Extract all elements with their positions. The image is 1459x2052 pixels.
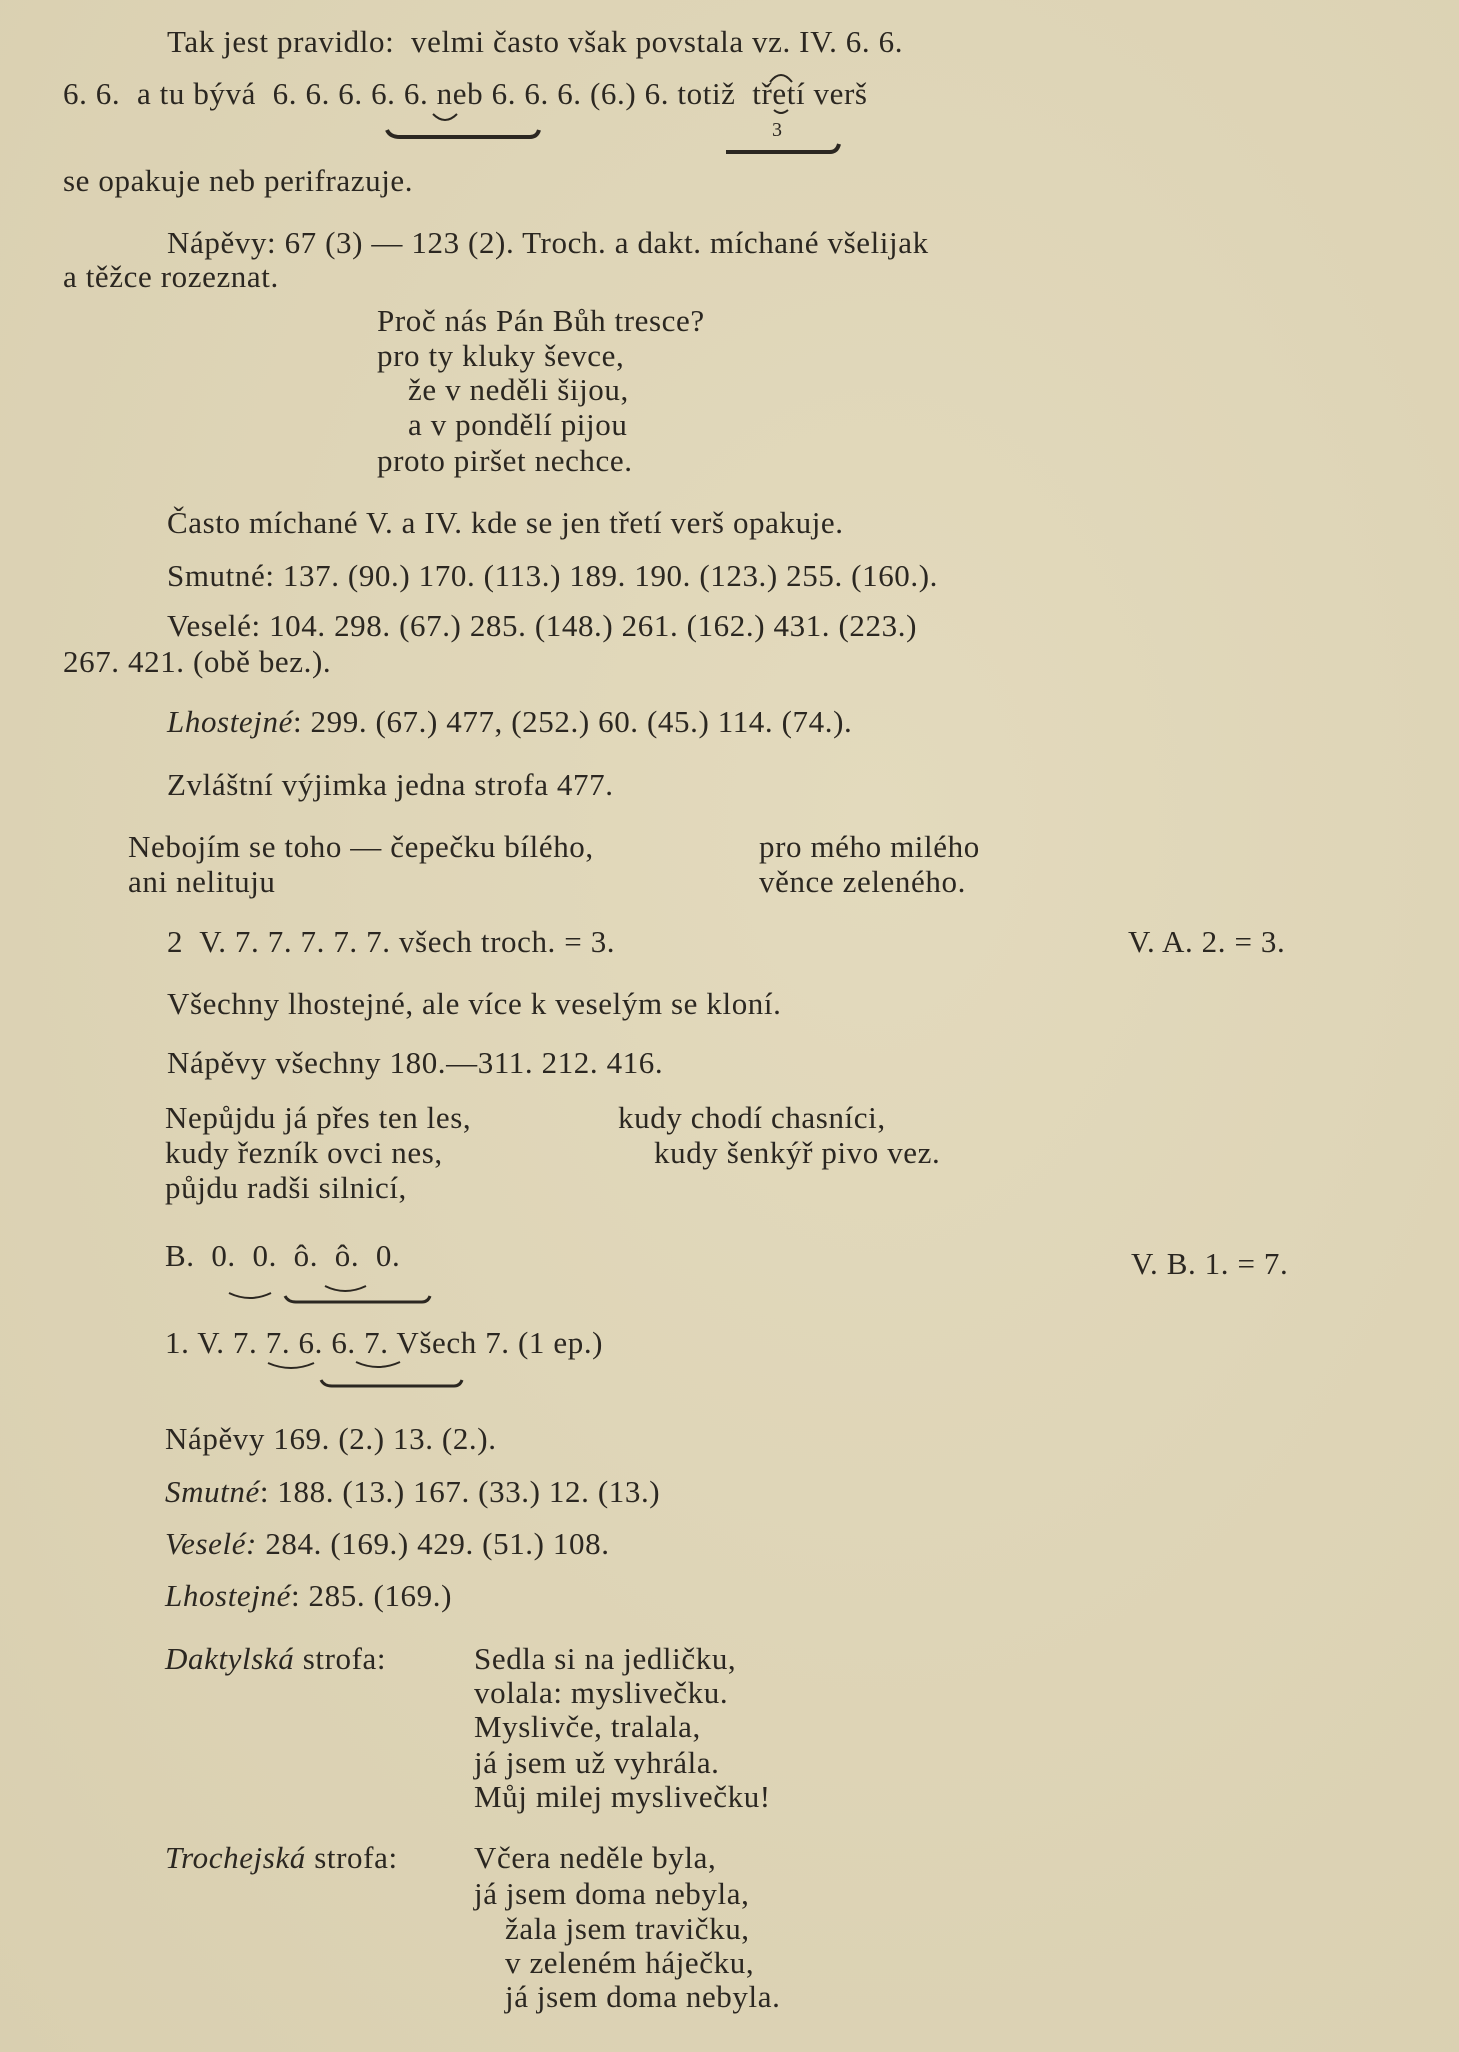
poem-line: já jsem už vyhrála. (474, 1745, 720, 1780)
values: 137. (90.) 170. (113.) 189. 190. (123.) 255. (160.). (274, 558, 939, 593)
text-line: 6. 6. a tu bývá 6. 6. 6. 6. 6. neb 6. 6. 6. (6.) 6. totiž třetí verš (63, 76, 868, 111)
label: Trochejská (165, 1840, 306, 1875)
section-label: V. B. 1. = 7. (1131, 1246, 1289, 1281)
poem-line: Sedla si na jedličku, (474, 1641, 737, 1676)
poem-line: Nebojím se toho — čepečku bílého, (128, 829, 594, 864)
values: 104. 298. (67.) 285. (148.) 261. (162.) 431. (223.) (260, 608, 918, 643)
section-label: V. A. 2. = 3. (1128, 924, 1286, 959)
vesele-line (165, 1526, 610, 1562)
poem-line: kudy chodí chasníci, (618, 1100, 886, 1135)
label: Smutné (165, 1474, 260, 1509)
poem-line: Nepůjdu já přes ten les, (165, 1100, 472, 1135)
values: : 188. (13.) 167. (33.) 12. (13.) (259, 1474, 661, 1509)
strofa-label (165, 1641, 386, 1677)
poem-line: Můj milej myslivečku! (474, 1779, 771, 1814)
lhostejne-line (167, 704, 852, 740)
vesele-line (167, 608, 917, 644)
poem-line: v zeleném háječku, (505, 1945, 755, 1980)
poem-line: proto piršet nechce. (377, 443, 633, 478)
poem-line: Proč nás Pán Bůh tresce? (377, 303, 705, 338)
text-line: Nápěvy 169. (2.) 13. (2.). (165, 1421, 497, 1456)
label: Veselé: (165, 1526, 257, 1561)
values: : 285. (169.) (290, 1578, 453, 1613)
suffix: strofa: (294, 1641, 387, 1676)
poem-line: ani nelituju (128, 864, 276, 899)
values: 284. (169.) 429. (51.) 108. (256, 1526, 610, 1561)
poem-line: věnce zeleného. (759, 864, 966, 899)
label: Veselé: (167, 608, 261, 643)
text-line: Všechny lhostejné, ale více k veselým se kloní. (167, 986, 782, 1021)
label: Smutné: (167, 558, 275, 593)
label: Lhostejné (165, 1578, 291, 1613)
values: : 299. (67.) 477, (252.) 60. (45.) 114. (74.). (292, 704, 853, 739)
suffix: strofa: (305, 1840, 398, 1875)
formula: 1. V. 7. 7. 6. 6. 7. Všech 7. (1 ep.) (165, 1325, 604, 1360)
formula: 2 V. 7. 7. 7. 7. 7. všech troch. = 3. (167, 924, 616, 959)
text-line: Nápěvy všechny 180.—311. 212. 416. (167, 1045, 664, 1080)
mark-number: 3 (772, 119, 783, 141)
smutne-line (167, 558, 938, 594)
poem-line: pro mého milého (759, 829, 980, 864)
text-line: Zvláštní výjimka jedna strofa 477. (167, 767, 614, 802)
lhostejne-line (165, 1578, 452, 1614)
poem-line: volala: myslivečku. (474, 1675, 729, 1710)
text-line: Tak jest pravidlo: velmi často však povstala vz. IV. 6. 6. (167, 24, 904, 59)
poem-line: Včera neděle byla, (474, 1840, 717, 1875)
text-line: se opakuje neb perifrazuje. (63, 163, 414, 198)
poem-line: že v neděli šijou, (408, 372, 629, 407)
poem-line: půjdu radši silnicí, (165, 1170, 407, 1205)
poem-line: já jsem doma nebyla, (474, 1876, 750, 1911)
poem-line: kudy šenkýř pivo vez. (654, 1135, 941, 1170)
poem-line: žala jsem travičku, (505, 1911, 750, 1946)
poem-line: a v pondělí pijou (408, 407, 628, 442)
text-line: Nápěvy: 67 (3) — 123 (2). Troch. a dakt. míchané všelijak (167, 225, 929, 260)
smutne-line (165, 1474, 660, 1510)
text-line: a těžce rozeznat. (63, 259, 279, 294)
poem-line: já jsem doma nebyla. (505, 1979, 781, 2014)
text-line: Často míchané V. a IV. kde se jen třetí verš opakuje. (167, 505, 844, 540)
formula: B. 0. 0. ô. ô. 0. (165, 1238, 401, 1273)
label: Lhostejné (167, 704, 293, 739)
poem-line: pro ty kluky ševce, (377, 338, 625, 373)
poem-line: Myslivče, tralala, (474, 1709, 701, 1744)
strofa-label (165, 1840, 398, 1876)
text-line: 267. 421. (obě bez.). (63, 644, 332, 679)
label: Daktylská (165, 1641, 295, 1676)
poem-line: kudy řezník ovci nes, (165, 1135, 443, 1170)
